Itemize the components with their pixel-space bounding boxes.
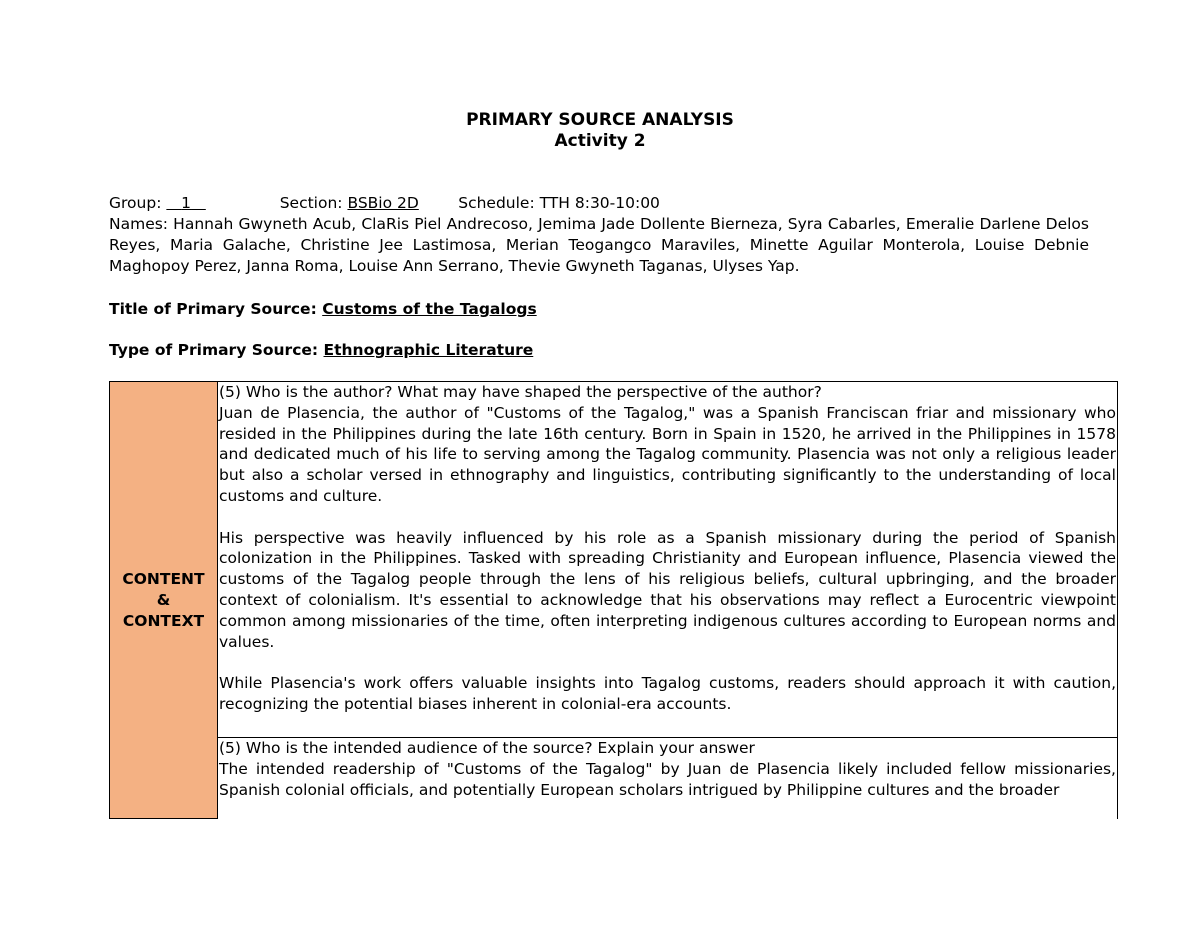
group-section-schedule-row [109, 193, 1089, 214]
source-title-line [109, 299, 537, 320]
audience-question: (5) Who is the intended audience of the source? Explain your answer [219, 739, 755, 757]
audience-question-cell [218, 738, 1118, 819]
source-title-value: Customs of the Tagalogs [322, 300, 537, 318]
source-type-line [109, 340, 533, 361]
table-row [110, 738, 1118, 819]
group-names: Names: Hannah Gwyneth Acub, ClaRis Piel Andrecoso, Jemima Jade Dollente Bierneza, Syra Cabarles, Emeralie Darlene Delos Reyes, Maria Galache, Christine Jee Lastimosa, Merian Teogangco Maraviles, Minette Aguilar Monterola, Louise Debnie Maghopoy Perez, Janna Roma, Louise Ann Serrano, Thevie Gwyneth Taganas, Ulyses Yap. [109, 215, 1089, 275]
schedule-text: Schedule: TTH 8:30-10:00 [458, 194, 660, 212]
source-type-label: Type of Primary Source: [109, 341, 319, 359]
author-answer-paragraph: Juan de Plasencia, the author of "Customs of the Tagalog," was a Spanish Franciscan friar and missionary who resided in the Philippines during the late 16th century. Born in Spain in 1520, he arrived in the Philippines in 1578 and dedicated much of his life to serving among the Tagalog community. Plasencia was not only a religious leader but also a scholar versed in ethnography and linguistics, contributing significantly to the understanding of local customs and culture. [219, 403, 1116, 505]
analysis-table [109, 381, 1118, 819]
document-subtitle: Activity 2 [554, 131, 646, 151]
author-answer-paragraph: While Plasencia's work offers valuable insights into Tagalog customs, readers should approach it with caution, recognizing the potential biases inherent in colonial-era accounts. [219, 674, 1116, 713]
author-question-cell [218, 382, 1118, 738]
source-title-label: Title of Primary Source: [109, 300, 317, 318]
author-question: (5) Who is the author? What may have shaped the perspective of the author? [219, 383, 822, 401]
group-info [109, 193, 1089, 277]
section-label: Section: [279, 194, 343, 212]
content-context-label: CONTENT & CONTEXT [110, 382, 218, 819]
group-value: 1 [181, 194, 192, 212]
group-label: Group: [109, 194, 162, 212]
audience-answer-paragraph: The intended readership of "Customs of the Tagalog" by Juan de Plasencia likely included fellow missionaries, Spanish colonial officials, and potentially European scholars intrigued by Philippine cultures and the broader [219, 759, 1116, 799]
document-header [0, 110, 1200, 152]
table-row [110, 382, 1118, 738]
document-title: PRIMARY SOURCE ANALYSIS [466, 110, 734, 130]
section-value: BSBio 2D [347, 194, 419, 212]
source-type-value: Ethnographic Literature [323, 341, 534, 359]
author-answer-paragraph: His perspective was heavily influenced by his role as a Spanish missionary during the period of Spanish colonization in the Philippines. Tasked with spreading Christianity and European influence, Plasencia viewed the customs of the Tagalog people through the lens of his religious beliefs, cultural upbringing, and the broader context of colonialism. It's essential to acknowledge that his observations may reflect a Eurocentric viewpoint common among missionaries of the time, often interpreting indigenous cultures according to European norms and values. [219, 528, 1116, 651]
